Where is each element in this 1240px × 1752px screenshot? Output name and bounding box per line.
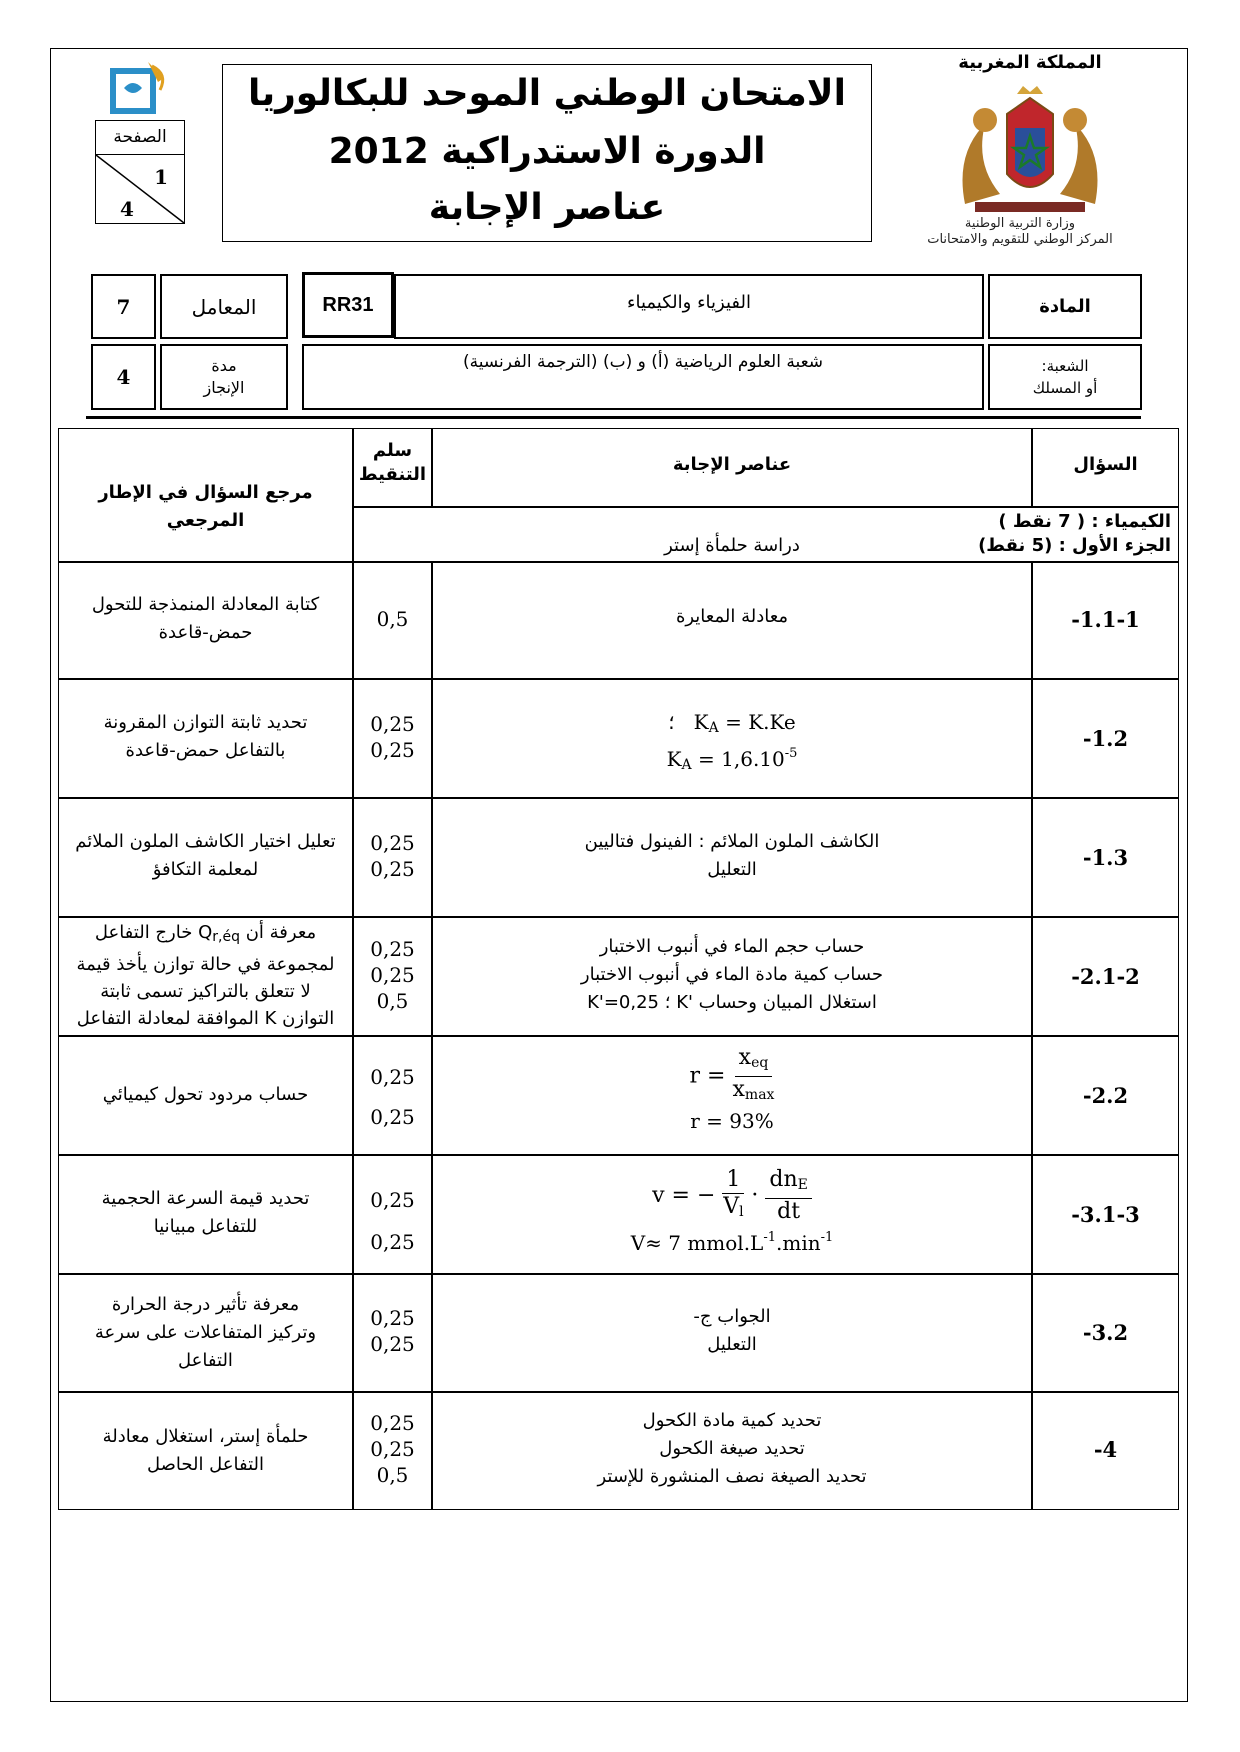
scores: [354, 1057, 431, 1137]
answer-line: تحديد الصيغة نصف المنشورة للإستر: [597, 1466, 867, 1487]
reference-subscript: r,éq: [212, 929, 240, 945]
coefficient-value: 7: [91, 274, 156, 339]
reference-line: تحديد قيمة السرعة الحجمية: [101, 1188, 310, 1209]
rate-value-text: V≈ 7 mmol.L: [630, 1231, 764, 1255]
ministry-line-1: وزارة التربية الوطنية: [964, 216, 1076, 231]
section-topic: دراسة حلمأة إستر: [664, 535, 800, 556]
reference-line: لا تتعلق بالتراكيز تسمى ثابتة: [100, 981, 311, 1002]
header-scale: [354, 439, 431, 487]
branch-value: شعبة العلوم الرياضية (أ) و (ب) (الترجمة الفرنسية): [302, 344, 984, 410]
rate-formula: [433, 1167, 1031, 1225]
header-divider: [86, 416, 1141, 419]
scores: [354, 830, 431, 882]
score: 0,25: [370, 1065, 415, 1089]
ka-expression: = K.Ke: [725, 710, 796, 734]
dn-symbol: dn: [769, 1167, 798, 1192]
answer-text: [433, 1407, 1031, 1491]
ministry-line-2: المركز الوطني للتقويم والامتحانات: [927, 232, 1113, 247]
answer-line: حساب كمية مادة الماء في أنبوب الاختبار: [580, 964, 884, 985]
answer-formula-ka: [433, 709, 1031, 741]
answer-text: معادلة المعايرة: [675, 606, 789, 627]
question-id: -2.2: [1082, 1083, 1129, 1108]
answer-table: [58, 428, 1179, 1510]
score: 0,25: [370, 1332, 415, 1356]
yield-value: r = 93%: [690, 1109, 774, 1133]
exam-session: الدورة الاستدراكية 2012: [328, 131, 766, 172]
reference-line: كتابة المعادلة المنمذجة للتحول: [91, 594, 320, 615]
header-question: السؤال: [1073, 454, 1138, 475]
fraction-numerator: 1: [722, 1167, 744, 1194]
reference-line: حلمأة إستر، استغلال معادلة: [102, 1426, 309, 1447]
reference-line: التفاعل: [178, 1350, 233, 1371]
scores: [354, 1305, 431, 1357]
answer-line: الكاشف الملون الملائم : الفينول فتاليين: [584, 831, 880, 852]
ka-value: = 1,6.10: [698, 747, 785, 771]
reference-line: تحديد ثابتة التوازن المقرونة: [103, 712, 308, 733]
scores: [354, 711, 431, 763]
rate-exponent: -1: [820, 1230, 834, 1245]
answer-text: [433, 933, 1031, 1017]
scores: [354, 1410, 431, 1488]
reference-text: [59, 828, 352, 884]
duration-label: [160, 344, 288, 410]
fraction-denominator: [723, 1194, 743, 1225]
score: 0,25: [370, 1411, 415, 1435]
score: 0,25: [370, 1230, 415, 1254]
exam-title: الامتحان الوطني الموحد للبكالوريا: [248, 73, 846, 114]
coat-of-arms-icon: [945, 84, 1115, 216]
reference-line: التوازن K الموافقة لمعادلة التفاعل: [76, 1008, 335, 1029]
ka-subscript: A: [708, 720, 719, 736]
scores: [354, 936, 431, 1014]
branch-label-line-2: أو المسلك: [1032, 379, 1098, 397]
section-part1: الجزء الأول : (5 نقط): [978, 535, 1171, 556]
page-divider-diagonal: [96, 155, 184, 223]
question-id: -3.1-3: [1071, 1202, 1140, 1227]
subject-code: RR31: [302, 272, 394, 338]
yield-formula: [433, 1045, 1031, 1108]
score: 0,5: [376, 607, 409, 631]
score: 0,25: [370, 1437, 415, 1461]
score: 0,5: [376, 989, 409, 1013]
reference-line: معرفة تأثير درجة الحرارة: [111, 1294, 300, 1315]
page-number: 1: [154, 165, 168, 189]
x-symbol: x: [732, 1077, 745, 1102]
duration-value: 4: [91, 344, 156, 410]
reference-line: تعليل اختيار الكاشف الملون الملائم: [75, 831, 336, 852]
reference-line: [59, 919, 352, 951]
header-answer: عناصر الإجابة: [672, 454, 792, 475]
reference-fragment: معرفة أن Q: [198, 922, 317, 943]
question-id: -1.1-1: [1071, 607, 1140, 632]
volume-subscript: l: [739, 1204, 744, 1220]
reference-line: وتركيز المتفاعلات على سرعة: [94, 1322, 317, 1343]
question-id: -1.3: [1082, 845, 1129, 870]
score: 0,25: [370, 937, 415, 961]
max-subscript: max: [744, 1087, 775, 1103]
answer-line: الجواب ج-: [693, 1306, 771, 1327]
x-symbol: x: [738, 1045, 752, 1070]
question-id: -4: [1093, 1437, 1118, 1462]
answer-line: التعليل: [707, 1334, 757, 1355]
reference-text: [59, 919, 352, 1032]
exam-title-box: [222, 64, 872, 242]
page-total: 4: [120, 197, 134, 221]
score: 0,25: [370, 1188, 415, 1212]
score: 0,25: [370, 738, 415, 762]
rate-exponent: -1: [763, 1230, 777, 1245]
ka-exponent: -5: [784, 746, 798, 761]
scores: [354, 1179, 431, 1263]
separator: ؛: [668, 710, 675, 734]
answer-line: تحديد كمية مادة الكحول: [642, 1410, 822, 1431]
ka-symbol: K: [693, 710, 709, 734]
question-id: -2.1-2: [1071, 964, 1140, 989]
fraction-numerator: [735, 1045, 773, 1077]
reference-text: [59, 1423, 352, 1479]
section-chemistry: الكيمياء : ( 7 نقط ): [998, 511, 1171, 532]
fraction-numerator: [765, 1167, 812, 1199]
answer-line: استغلال المبيان وحساب 'K ؛ K'=0,25: [587, 992, 877, 1013]
question-id: -3.2: [1082, 1320, 1129, 1345]
answer-formula: [433, 1167, 1031, 1256]
volume-symbol: V: [723, 1194, 740, 1219]
reference-text: حساب مردود تحول كيميائي: [102, 1084, 309, 1105]
kingdom-label: المملكة المغربية: [958, 52, 1102, 73]
score: 0,25: [370, 1306, 415, 1330]
fraction-denominator: dt: [777, 1199, 801, 1224]
score: 0,5: [376, 1463, 409, 1487]
answer-line: التعليل: [707, 859, 757, 880]
score: 0,25: [370, 1105, 415, 1129]
score: 0,25: [370, 963, 415, 987]
rate-fraction-2: [765, 1167, 812, 1225]
dn-subscript: E: [797, 1177, 808, 1193]
reference-line: بالتفاعل حمض-قاعدة: [125, 740, 286, 761]
page-label: الصفحة: [96, 121, 184, 155]
yield-symbol: r =: [689, 1063, 726, 1089]
answer-formula-value: [433, 741, 1031, 778]
reference-line: حمض-قاعدة: [158, 622, 253, 643]
score: 0,25: [370, 857, 415, 881]
ka-symbol: K: [666, 747, 682, 771]
question-id: -1.2: [1082, 726, 1129, 751]
answer-line: تحديد صيغة الكحول: [659, 1438, 805, 1459]
rate-symbol: v = −: [652, 1183, 716, 1208]
reference-text: [59, 1291, 352, 1375]
header-reference: مرجع السؤال في الإطار المرجعي: [98, 482, 313, 531]
answer-formula: [433, 1045, 1031, 1134]
answer-formula: [433, 709, 1031, 778]
multiply-dot: ·: [751, 1183, 759, 1208]
reference-line: لمجموعة في حالة توازن يأخذ قيمة: [76, 954, 335, 975]
cnee-logo-icon: [108, 60, 172, 116]
answer-text: [433, 828, 1031, 884]
header-scale-line-1: سلم: [372, 440, 413, 461]
reference-text: [59, 591, 352, 647]
eq-subscript: eq: [751, 1055, 769, 1071]
reference-line: للتفاعل مبيانيا: [153, 1216, 258, 1237]
score: 0,25: [370, 712, 415, 736]
reference-text: [59, 1185, 352, 1241]
reference-text: [59, 709, 352, 765]
answer-line: حساب حجم الماء في أنبوب الاختبار: [599, 936, 865, 957]
duration-label-line-1: مدة: [211, 356, 237, 375]
ka-subscript: A: [681, 757, 692, 773]
rate-fraction-1: [722, 1167, 744, 1225]
coefficient-label: المعامل: [160, 274, 288, 339]
rate-value-text: .min: [776, 1231, 821, 1255]
yield-fraction: [733, 1045, 775, 1108]
header-scale-line-2: التنقيط: [358, 464, 427, 485]
exam-answers-title: عناصر الإجابة: [428, 187, 666, 228]
rate-value: [433, 1225, 1031, 1256]
reference-line: لمعلمة التكافؤ: [152, 859, 259, 880]
fraction-denominator: [733, 1077, 775, 1108]
page-number-box: [95, 120, 185, 224]
score: 0,25: [370, 831, 415, 855]
branch-label: [988, 344, 1142, 410]
subject-label: المادة: [988, 274, 1142, 339]
ministry-label: [890, 216, 1150, 248]
branch-label-line-1: الشعبة:: [1041, 357, 1089, 375]
subject-value: الفيزياء والكيمياء: [394, 274, 984, 339]
answer-text: [433, 1303, 1031, 1359]
duration-label-line-2: الإنجاز: [203, 378, 245, 397]
reference-fragment: خارج التفاعل: [94, 922, 199, 943]
reference-line: التفاعل الحاصل: [146, 1454, 265, 1475]
